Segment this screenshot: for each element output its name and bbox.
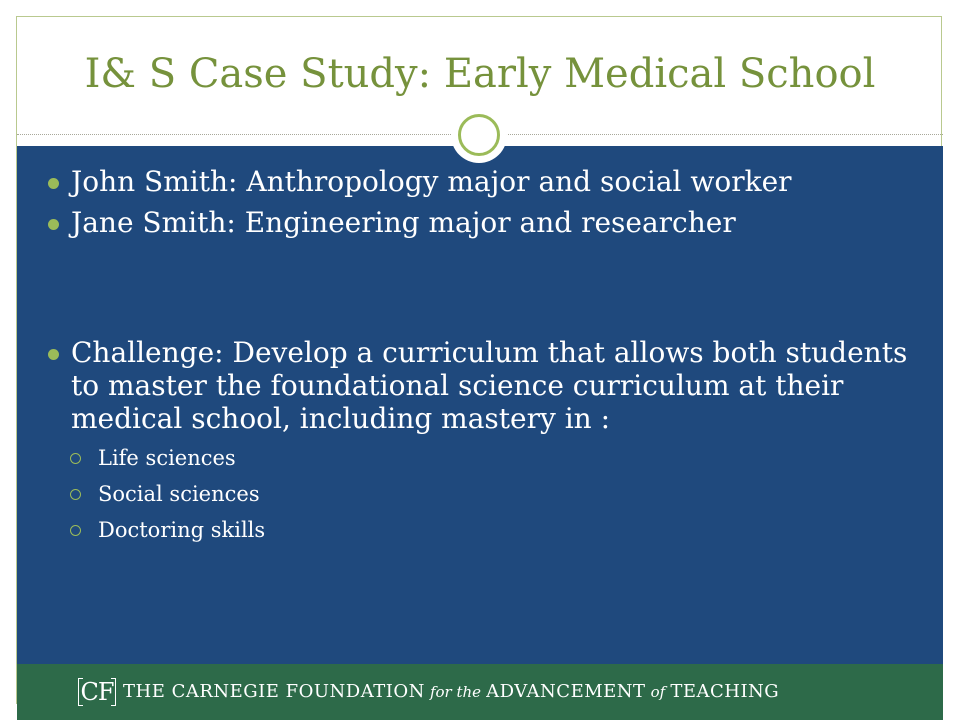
slide-title: I& S Case Study: Early Medical School [84, 51, 876, 97]
sub-bullet-circle-icon [70, 525, 81, 536]
bullet-item [48, 206, 908, 239]
bullet-text: John Smith: Anthropology major and social worker [71, 165, 792, 198]
bullet-dot-icon [48, 219, 59, 230]
sub-bullet-circle-icon [70, 453, 81, 464]
bullet-dot-icon [48, 349, 59, 360]
sub-bullet-item [48, 518, 908, 543]
sub-bullet-item [48, 482, 908, 507]
bullet-dot-icon [48, 178, 59, 189]
bullet-text: Jane Smith: Engineering major and researcher [71, 206, 736, 239]
sub-bullet-text: Social sciences [98, 482, 260, 506]
sub-bullet-text: Life sciences [98, 446, 236, 470]
foundation-footer [17, 664, 943, 720]
bullet-item [48, 336, 908, 435]
ring-ornament-icon [451, 107, 507, 163]
sub-bullet-item [48, 446, 908, 471]
bullet-item [48, 165, 908, 198]
sub-bullet-text: Doctoring skills [98, 518, 266, 542]
bullet-text: Challenge: Develop a curriculum that allows both students to master the foundational science curriculum at their medical school, including mastery in : [71, 336, 908, 435]
carnegie-logo-icon: CF [78, 678, 116, 706]
bullet-list [48, 165, 908, 543]
sub-bullet-circle-icon [70, 489, 81, 500]
foundation-name: THE CARNEGIE FOUNDATION for the ADVANCEMENT of TEACHING [123, 681, 780, 702]
